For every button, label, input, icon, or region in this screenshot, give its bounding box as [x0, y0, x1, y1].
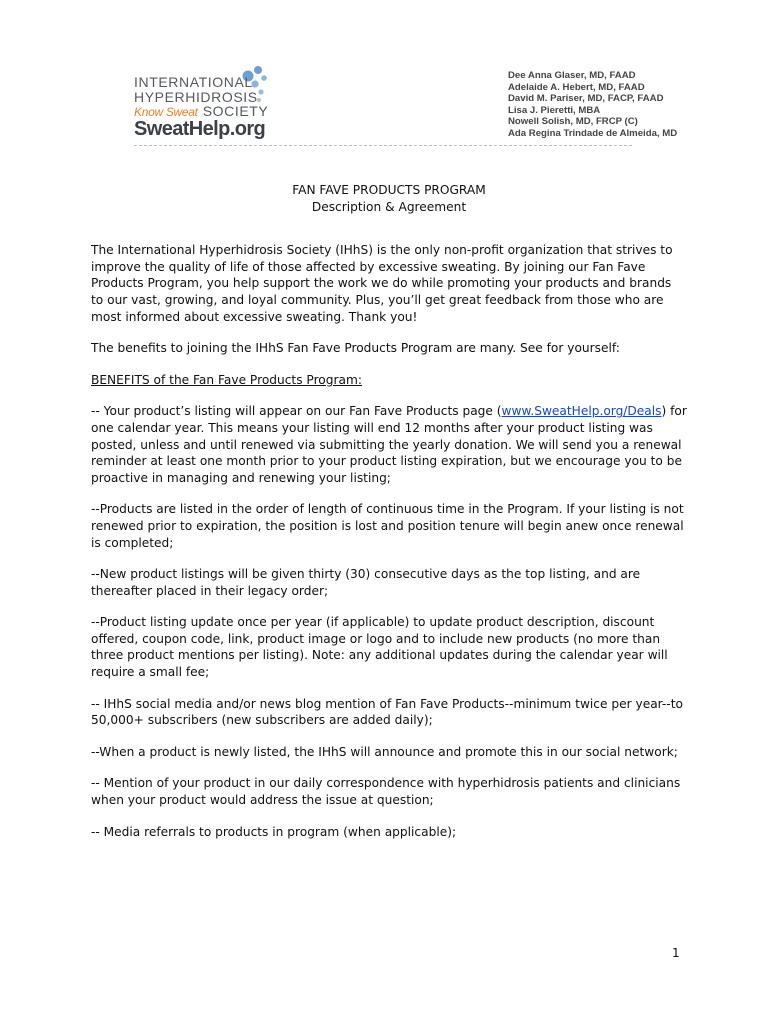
- logo-sweathelp-main: SweatHelp: [134, 118, 230, 140]
- benefit-item-5: -- IHhS social media and/or news blog mention of Fan Fave Products--minimum twice per year--to 50,000+ subscribers (new subscribers are added daily);: [91, 696, 683, 728]
- board-name: David M. Pariser, MD, FACP, FAAD: [508, 93, 664, 105]
- logo-line-international: INTERNATIONAL: [134, 74, 253, 90]
- document-title: FAN FAVE PRODUCTS PROGRAM: [292, 183, 486, 197]
- logo-know-sweat: Know Sweat: [134, 105, 198, 119]
- page-number: 1: [672, 946, 680, 960]
- benefit-item-8: -- Media referrals to products in program (when applicable);: [91, 824, 457, 839]
- board-name: Nowell Solish, MD, FRCP (C): [508, 116, 638, 128]
- benefit-item-7: -- Mention of your product in our daily correspondence with hyperhidrosis patients and clinicians when your product would address the issue at question;: [91, 776, 681, 808]
- logo-sweathelp: [134, 118, 265, 140]
- document-body: [91, 182, 687, 855]
- board-name: Ada Regina Trindade de Almeida, MD: [508, 127, 678, 139]
- logo-line-hyperhidrosis: HYPERHIDROSIS: [134, 89, 258, 105]
- benefits-heading: BENEFITS of the Fan Fave Products Program:: [91, 372, 362, 387]
- logo-line-society: [134, 104, 268, 119]
- board-name: Dee Anna Glaser, MD, FAAD: [508, 70, 636, 81]
- benefit-1-text-b: ) for one calendar year. This means your listing will end 12 months after your product listing was posted, unless and until renewed via submitting the yearly donation. We will send you a renewal reminder at least one month prior to your product listing expiration, but we encourage you to be proactive in managing and renewing your listing;: [91, 404, 687, 485]
- ihhs-logo: [134, 66, 284, 146]
- benefit-item-2: --Products are listed in the order of length of continuous time in the Program. If your listing is not renewed prior to expiration, the position is lost and position tenure will begin anew once renewal is completed;: [91, 502, 684, 550]
- document-subtitle: Description & Agreement: [311, 199, 467, 214]
- intro-paragraph: The International Hyperhidrosis Society (IHhS) is the only non-profit organization that strives to improve the quality of life of those affected by excessive sweating. By joining our Fan Fave Products Program, you help support the work we do while promoting your products and brands to our vast, growing, and loyal community. Plus, you’ll get great feedback from those who are most informed about excessive sweating. Thank you!: [91, 243, 673, 324]
- header-divider: [134, 145, 632, 146]
- benefit-item-3: --New product listings will be given thirty (30) consecutive days as the top listing, and are thereafter placed in their legacy order;: [91, 567, 641, 598]
- benefit-1-text-a: -- Your product’s listing will appear on our Fan Fave Products page (: [91, 404, 502, 419]
- deals-link[interactable]: www.SweatHelp.org/Deals: [501, 404, 662, 419]
- benefits-intro: The benefits to joining the IHhS Fan Fave Products Program are many. See for yourself:: [91, 341, 620, 356]
- logo-sweathelp-tld: .org: [229, 118, 266, 140]
- board-names: [508, 70, 677, 140]
- board-name: Lisa J. Pieretti, MBA: [508, 104, 601, 116]
- letterhead: [0, 0, 770, 150]
- benefit-item-4: --Product listing update once per year (if applicable) to update product description, discount offered, coupon code, link, product image or logo and to include new products (no more than three product mentions per listing). Note: any additional updates during the calendar year will require a small fee;: [91, 615, 668, 680]
- benefit-item-6: --When a product is newly listed, the IHhS will announce and promote this in our social network;: [91, 744, 678, 759]
- logo-society: SOCIETY: [202, 103, 269, 119]
- board-name: Adelaide A. Hebert, MD, FAAD: [508, 81, 645, 93]
- benefit-item-1: [91, 403, 687, 486]
